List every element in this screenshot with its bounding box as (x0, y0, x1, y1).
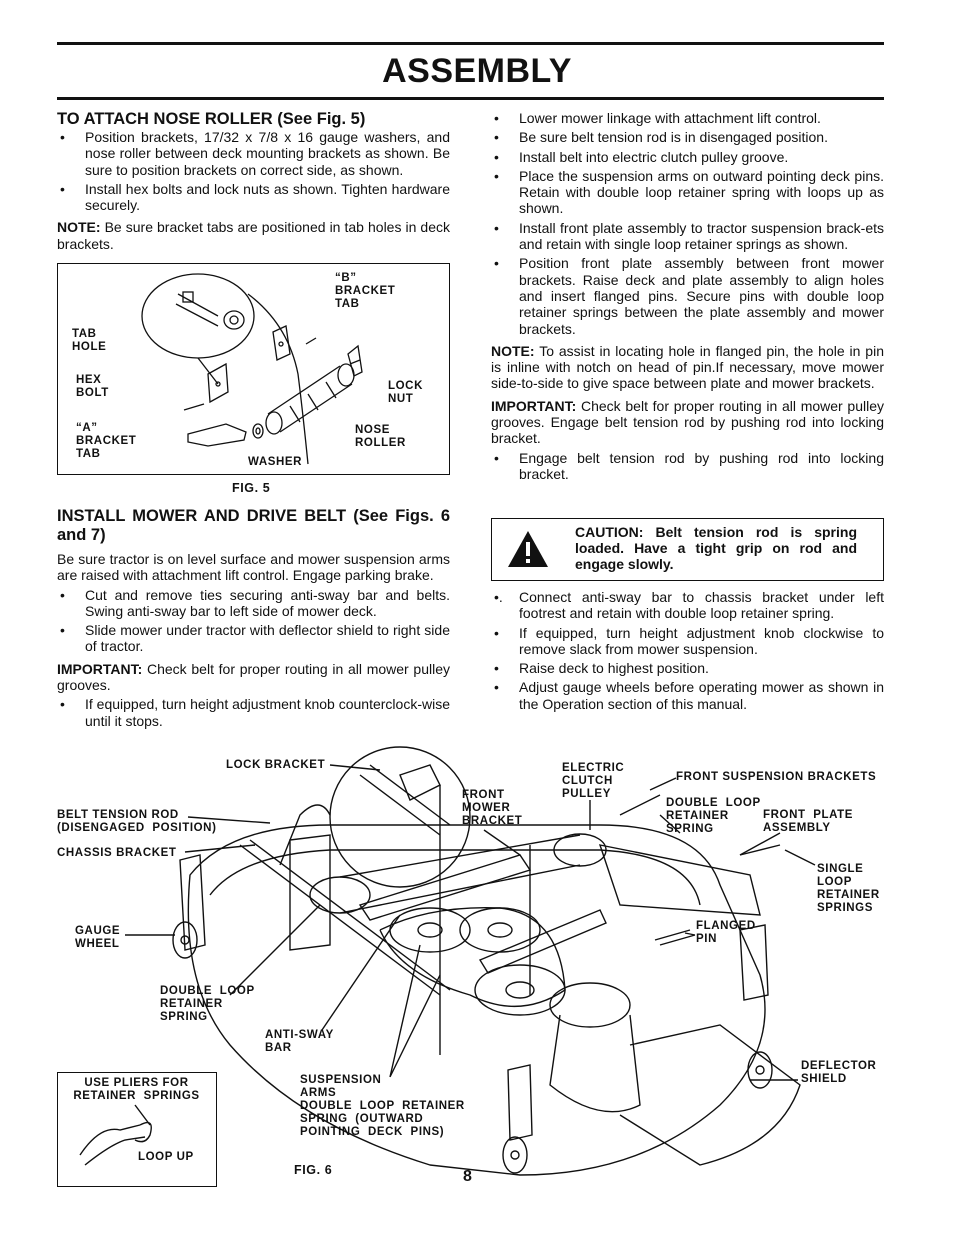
fig6-label-deflector-shield: DEFLECTOR SHIELD (801, 1060, 877, 1085)
fig6-label-electric-clutch-pulley: ELECTRIC CLUTCH PULLEY (562, 762, 625, 800)
pliers-inset-box (57, 1072, 217, 1187)
loop-up-label: LOOP UP (138, 1151, 194, 1163)
fig5-label-nose-roller: NOSE ROLLER (355, 424, 406, 449)
note-paragraph: NOTE: To assist in locating hole in flanged pin, the hole in pin is inline with notch on head of pin.If necessary, move mower side-to-side to give space between plate and mower brackets. (491, 342, 884, 392)
fig6-label-double-loop-retainer-spring-left: DOUBLE LOOP RETAINER SPRING (160, 985, 255, 1023)
fig6-label-suspension-arms: SUSPENSION ARMS DOUBLE LOOP RETAINER SPRING (OUTWARD POINTING DECK PINS) (300, 1074, 465, 1138)
fig5-label-a-bracket-tab: “A” BRACKET TAB (76, 422, 137, 460)
fig6-label-chassis-bracket: CHASSIS BRACKET (57, 847, 177, 859)
warning-icon (506, 529, 550, 569)
list-item: • If equipped, turn height adjustment knob clockwise to remove slack from mower suspension. (494, 624, 884, 657)
fig5-label-hex-bolt: HEX BOLT (76, 374, 109, 399)
fig6-label-front-plate-assembly: FRONT PLATE ASSEMBLY (763, 809, 854, 834)
list-item: • Position brackets, 17/32 x 7/8 x 16 gauge washers, and nose roller between deck mounting brackets as shown. Be sure to position brackets on correct side, as shown. (60, 129, 450, 178)
list-item: • Adjust gauge wheels before operating mower as shown in the Operation section of this manual. (494, 679, 884, 712)
fig5-label-washer: WASHER (248, 456, 303, 468)
fig6-label-front-suspension-brackets: FRONT SUSPENSION BRACKETS (676, 771, 877, 783)
left-column-bottom (57, 507, 450, 729)
important-paragraph: IMPORTANT: Check belt for proper routing in all mower pulley grooves. (57, 660, 450, 694)
list-item: • Install hex bolts and lock nuts as shown. Tighten hardware securely. (60, 180, 450, 214)
fig5-label-lock-nut: LOCK NUT (388, 380, 423, 405)
list-item: • Lower mower linkage with attachment lift control. (494, 110, 821, 126)
right-column-top (491, 110, 884, 482)
important-paragraph: IMPORTANT: Check belt for proper routing in all mower pulley grooves. Engage belt tension rod by pushing rod into locking bracket. (491, 397, 884, 447)
caution-box (491, 518, 884, 581)
list-item: • If equipped, turn height adjustment knob counterclock-wise until it stops. (60, 696, 450, 729)
title-underline (57, 97, 884, 100)
caution-text: CAUTION: Belt tension rod is spring loaded. Have a tight grip on rod and engage slowly. (575, 524, 857, 572)
install-heading: INSTALL MOWER AND DRIVE BELT (See Figs. 6 and 7) (57, 507, 450, 544)
fig6-label-lock-bracket: LOCK BRACKET (226, 759, 326, 771)
page-title: ASSEMBLY (382, 52, 572, 90)
right-column-bottom (491, 589, 884, 712)
figure-5 (57, 263, 450, 475)
fig5-caption: FIG. 5 (232, 481, 271, 495)
install-intro: Be sure tractor is on level surface and mower suspension arms are raised with attachment lift control. Engage parking brake. (57, 551, 450, 584)
fig6-label-single-loop-retainer-springs: SINGLE LOOP RETAINER SPRINGS (817, 863, 880, 914)
list-item: • Slide mower under tractor with deflector shield to right side of tractor. (60, 622, 450, 655)
fig6-label-belt-tension-rod: BELT TENSION ROD (DISENGAGED POSITION) (57, 809, 217, 834)
fig6-caption: FIG. 6 (294, 1163, 333, 1177)
note-paragraph: NOTE: Be sure bracket tabs are positioned in tab holes in deck brackets. (57, 219, 450, 252)
list-item: • Engage belt tension rod by pushing rod into locking bracket. (494, 449, 884, 482)
fig6-label-double-loop-retainer-spring-top: DOUBLE LOOP RETAINER SPRING (666, 797, 761, 835)
page-number: 8 (463, 1168, 472, 1185)
left-column-top (57, 110, 450, 252)
nose-roller-heading: TO ATTACH NOSE ROLLER (See Fig. 5) (57, 110, 366, 128)
fig5-label-b-bracket-tab: “B” BRACKET TAB (335, 272, 396, 310)
list-item: • Install front plate assembly to tractor suspension brack-ets and retain with single loop retainer springs as shown. (494, 219, 884, 253)
fig6-label-anti-sway-bar: ANTI-SWAY BAR (265, 1029, 334, 1054)
fig6-label-gauge-wheel: GAUGE WHEEL (75, 925, 121, 950)
list-item: •. Connect anti-sway bar to chassis bracket under left footrest and retain with double loop retainer spring. (494, 589, 884, 622)
list-item: • Position front plate assembly between front mower brackets. Raise deck and plate assembly to align holes and insert flanged pins. Secure pins with double loop retainer springs between the plate assembly and mower brackets. (494, 255, 884, 337)
fig5-label-tab-hole: TAB HOLE (72, 328, 107, 353)
list-item: • Be sure belt tension rod is in disengaged position. (494, 129, 828, 146)
list-item: • Cut and remove ties securing anti-sway bar and belts. Swing anti-sway bar to left side of mower deck. (60, 586, 450, 619)
fig6-label-flanged-pin: FLANGED PIN (696, 920, 756, 945)
list-item: • Place the suspension arms on outward pointing deck pins. Retain with double loop retainer spring with loops up as shown. (494, 167, 884, 217)
list-item: • Raise deck to highest position. (494, 660, 709, 677)
use-pliers-label: USE PLIERS FOR RETAINER SPRINGS (73, 1077, 200, 1102)
top-rule (57, 42, 884, 45)
fig6-label-front-mower-bracket: FRONT MOWER BRACKET (462, 789, 523, 827)
list-item: • Install belt into electric clutch pulley groove. (494, 148, 789, 165)
